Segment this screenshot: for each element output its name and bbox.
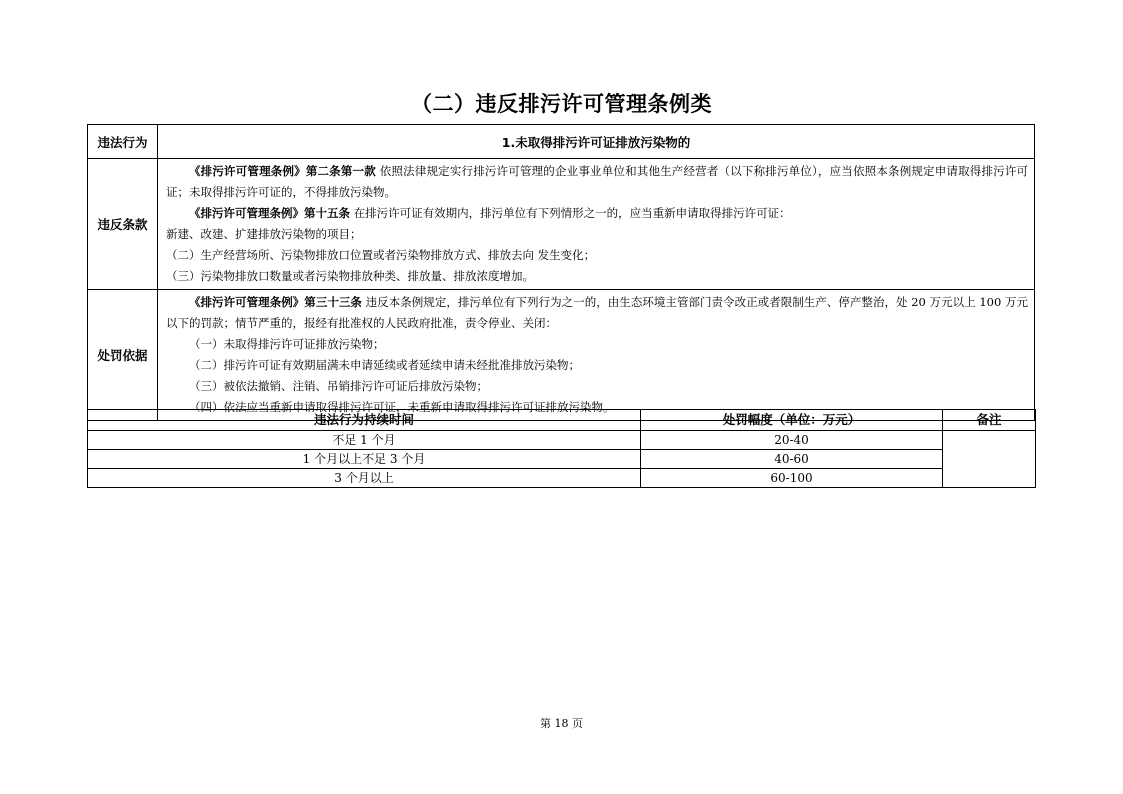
fine-range-table	[87, 409, 1036, 488]
fine-header-row	[88, 410, 1036, 431]
remarks-cell	[943, 431, 1036, 488]
violation-table	[87, 124, 1035, 421]
clause-1-reference: 《排污许可管理条例》第二条第一款	[189, 164, 376, 178]
penalty-item-1: （一）未取得排污许可证排放污染物；	[189, 337, 385, 351]
penalty-item-3: （三）被依法撤销、注销、吊销排污许可证后排放污染物；	[189, 379, 488, 393]
fine-cell: 20-40	[641, 431, 943, 450]
penalty-item-4: （四）依法应当重新申请取得排污许可证，未重新申请取得排污许可证排放污染物。	[189, 400, 615, 414]
clause-paragraph-1	[166, 161, 1028, 203]
fine-row	[88, 431, 1036, 450]
clause-paragraph-2	[166, 203, 1028, 224]
clause-2-text: 在排污许可证有效期内，排污单位有下列情形之一的，应当重新申请取得排污许可证：	[353, 206, 791, 220]
clause-item-2: （二）生产经营场所、污染物排放口位置或者污染物排放方式、排放去向 发生变化；	[166, 248, 596, 262]
penalty-content	[158, 290, 1035, 421]
page-number: 第 18 页	[540, 717, 583, 730]
behavior-row	[88, 125, 1035, 159]
penalty-reference: 《排污许可管理条例》第三十三条	[189, 295, 362, 309]
fine-cell: 60-100	[641, 469, 943, 488]
clause-item-3: （三）污染物排放口数量或者污染物排放种类、排放量、排放浓度增加。	[166, 269, 534, 283]
clause-label: 违反条款	[88, 159, 158, 290]
penalty-text: 违反本条例规定，排污单位有下列行为之一的，由生态环境主管部门责令改正或者限制生产、停产整治，处 20 万元以上 100 万元以下的罚款；情节严重的，报经有批准权的人民政府批准，责令停业、关闭：	[166, 295, 1029, 330]
penalty-item-2: （二）排污许可证有效期届满未申请延续或者延续申请未经批准排放污染物；	[189, 358, 580, 372]
clause-1-text: 依照法律规定实行排污许可管理的企业事业单位和其他生产经营者（以下称排污单位），应当依照本条例规定申请取得排污许可证；未取得排污许可证的，不得排放污染物。	[166, 164, 1029, 199]
duration-cell: 1 个月以上不足 3 个月	[88, 450, 641, 469]
clause-content	[158, 159, 1035, 290]
fine-row	[88, 469, 1036, 488]
fine-row	[88, 450, 1036, 469]
clause-item-1: 新建、改建、扩建排放污染物的项目；	[166, 227, 362, 241]
duration-cell: 3 个月以上	[88, 469, 641, 488]
remarks-header: 备注	[943, 410, 1036, 431]
penalty-label: 处罚依据	[88, 290, 158, 421]
duration-header: 违法行为持续时间	[88, 410, 641, 431]
page-title: （二）违反排污许可管理条例类	[411, 92, 712, 116]
penalty-row	[88, 290, 1035, 421]
clause-2-reference: 《排污许可管理条例》第十五条	[189, 206, 350, 220]
behavior-label: 违法行为	[88, 125, 158, 159]
clause-row	[88, 159, 1035, 290]
fine-range-header: 处罚幅度（单位：万元）	[641, 410, 943, 431]
fine-cell: 40-60	[641, 450, 943, 469]
duration-cell: 不足 1 个月	[88, 431, 641, 450]
behavior-value: 1.未取得排污许可证排放污染物的	[158, 125, 1035, 159]
penalty-paragraph	[166, 292, 1028, 334]
